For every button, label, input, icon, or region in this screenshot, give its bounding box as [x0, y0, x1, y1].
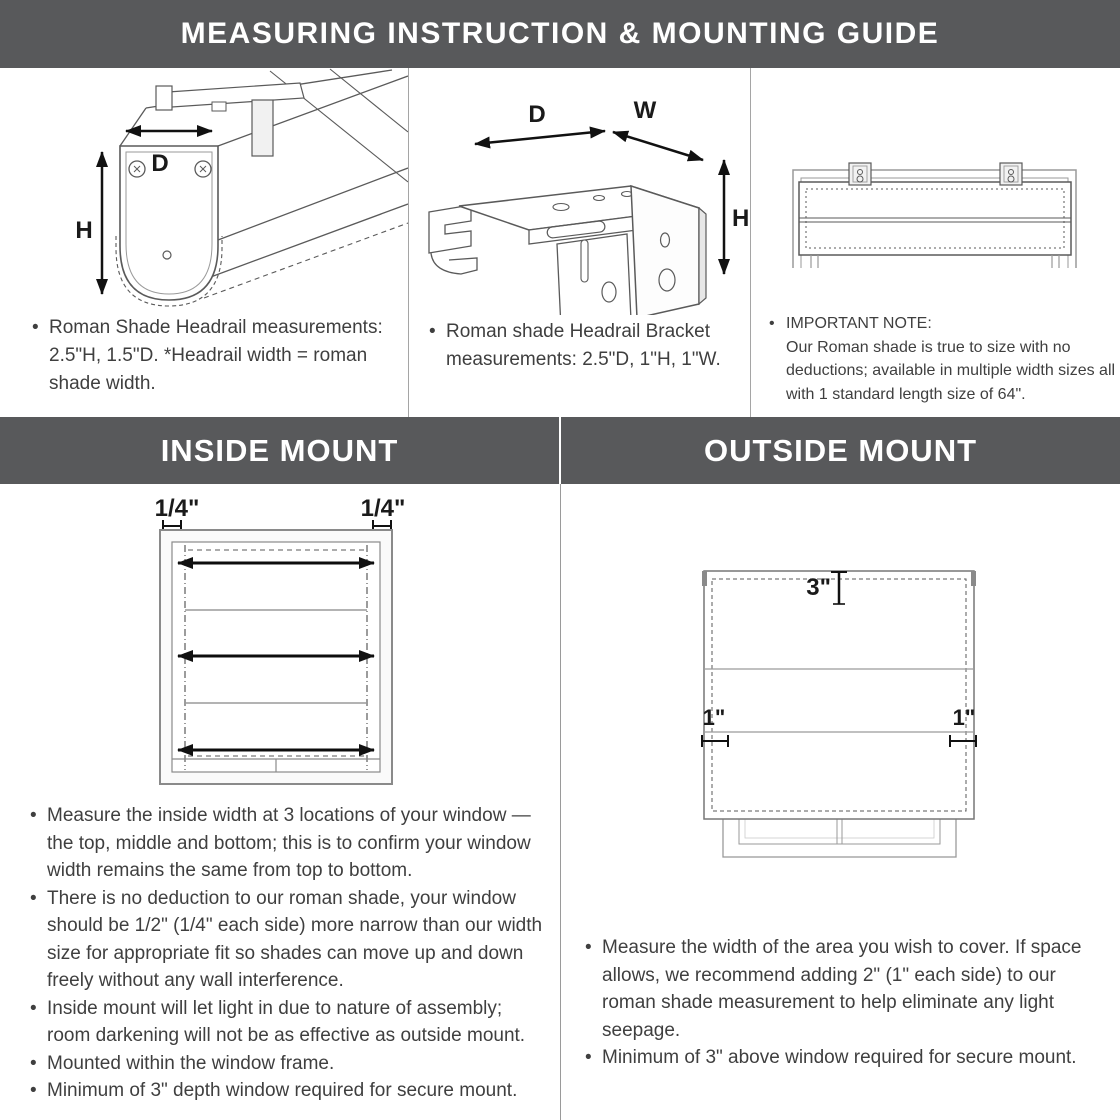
bracket-text	[427, 318, 744, 374]
inside-mount-section	[0, 484, 560, 1120]
installed-headrail	[799, 182, 1071, 268]
outside-mount-diagram	[561, 484, 1120, 884]
bracket-section	[408, 68, 750, 417]
height-label: H	[75, 217, 93, 244]
screw-icon	[195, 161, 211, 177]
shade-over-window	[702, 571, 976, 819]
inside-bullet: • Measure the inside width at 3 locations of your window —the top, middle and bottom; this is to confirm your window width remains the same from top to bottom.	[28, 802, 546, 885]
inside-bullet: • There is no deduction to our roman shade, your window should be 1/2" (1/4" each side) more narrow than our width size for appropriate fit so shades can move up and down freely without any wall interference.	[28, 885, 546, 995]
width-label: W	[633, 97, 657, 124]
outside-mount-section	[560, 484, 1119, 1120]
side-overlap-left-label: 1"	[702, 705, 726, 730]
mount-title-bars	[0, 417, 1120, 484]
bracket-diagram	[409, 68, 750, 315]
depth-label: D	[528, 101, 546, 128]
note-text	[767, 312, 1116, 406]
mounting-bracket-icon	[849, 163, 871, 185]
headrail-bracket-on-rail	[156, 83, 304, 156]
headrail-section	[0, 68, 408, 417]
outside-mount-text	[583, 934, 1109, 1072]
outside-bullet: • Measure the width of the area you wish to cover. If space allows, we recommend adding 2" (1" each side) to our roman shade measurement to help eliminate any light seepage.	[583, 934, 1109, 1044]
top-columns	[0, 68, 1120, 417]
end-cap-tab	[702, 571, 707, 586]
inside-mount-diagram	[0, 492, 560, 802]
headrail-diagram	[0, 68, 408, 315]
gap-left-label: 1/4"	[154, 495, 200, 522]
gap-right-label: 1/4"	[360, 495, 406, 522]
bracket-body	[429, 186, 706, 315]
width-arrow	[613, 132, 703, 160]
note-body: Our Roman shade is true to size with no deductions; available in multiple width sizes all with 1 standard length size of 64".	[786, 338, 1116, 403]
inside-mount-text	[28, 802, 546, 1105]
outside-mount-title: OUTSIDE MOUNT	[561, 417, 1120, 484]
screw-icon	[129, 161, 145, 177]
top-overlap-label: 3"	[806, 574, 831, 601]
mount-sections	[0, 484, 1120, 1120]
inside-bullet: • Inside mount will let light in due to nature of assembly; room darkening will not be as effective as outside mount.	[28, 995, 546, 1050]
outside-bullet: • Minimum of 3" above window required for secure mount.	[583, 1044, 1109, 1072]
mounting-bracket-icon	[1000, 163, 1022, 185]
inside-bullet: • Minimum of 3" depth window required for secure mount.	[28, 1077, 546, 1105]
headrail-text	[30, 314, 398, 398]
inside-bullet: • Mounted within the window frame.	[28, 1050, 546, 1078]
height-label: H	[732, 205, 750, 232]
installed-headrail-diagram	[751, 68, 1120, 315]
side-overlap-right-label: 1"	[952, 705, 976, 730]
end-cap-tab	[971, 571, 976, 586]
headrail-bullet: • Roman Shade Headrail measurements: 2.5"H, 1.5"D. *Headrail width = roman shade width.	[30, 314, 398, 398]
depth-label: D	[151, 150, 169, 177]
note-heading: • IMPORTANT NOTE:	[767, 312, 1116, 336]
page-title: MEASURING INSTRUCTION & MOUNTING GUIDE	[0, 0, 1120, 68]
headrail-end-cap	[116, 146, 222, 306]
inside-mount-title: INSIDE MOUNT	[0, 417, 559, 484]
bracket-bullet: • Roman shade Headrail Bracket measurements: 2.5"D, 1"H, 1"W.	[427, 318, 744, 374]
note-section	[750, 68, 1120, 417]
depth-arrow	[475, 131, 605, 144]
